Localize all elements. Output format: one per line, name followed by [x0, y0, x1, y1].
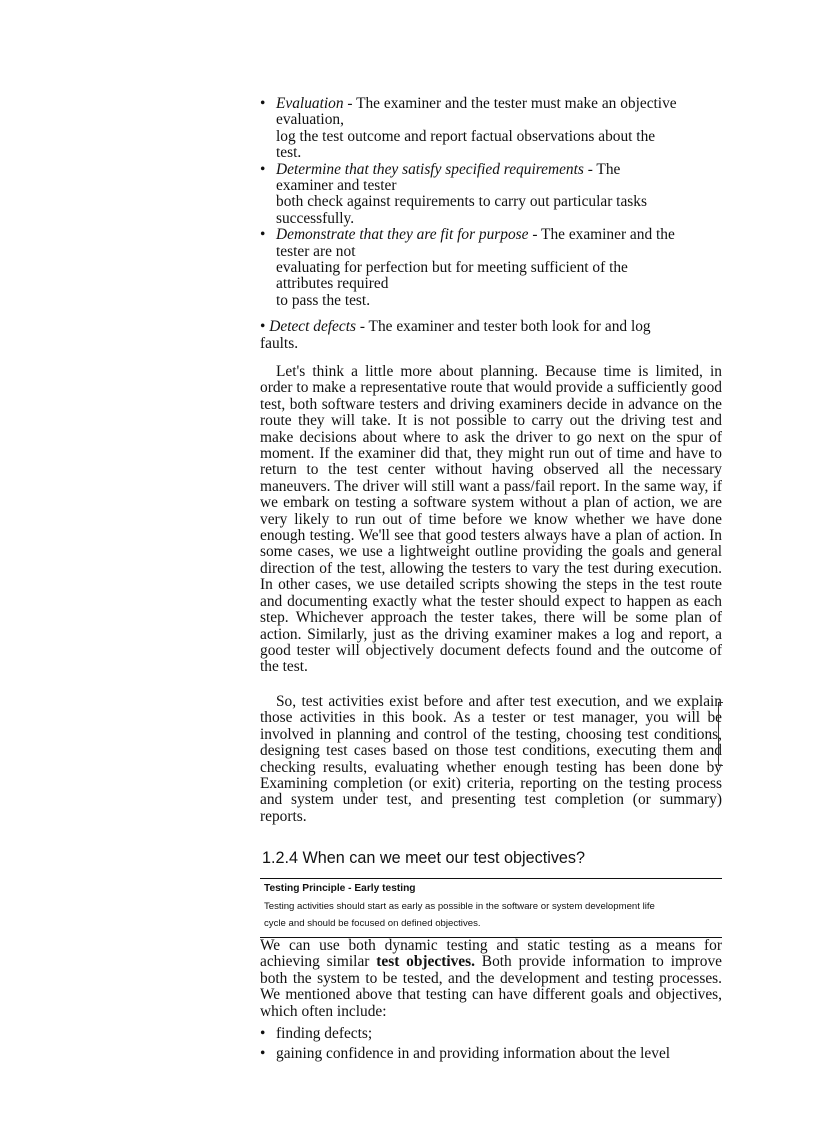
planning-paragraph: Let's think a little more about planning. Because time is limited, in order to make a representative route that would provide a sufficiently good test, both software testers and driving examiners decide in advance on the route they will take. It is not possible to carry out the driving test and make decisions about where to ask the driver to go next on the spur of moment. If the examiner did that, they might run out of time and have to return to the test center without having observed all the necessary maneuvers. The driver will still want a pass/fail report. In the same way, if we embark on testing a software system without a plan of action, we are very likely to run out of time before we know whether we have done enough testing. We'll see that good testers always have a plan of action. In some cases, we use a lightweight outline providing the goals and general direction of the test, allowing the testers to vary the test during execution. In other cases, we use detailed scripts showing the steps in the test route and documenting exactly what the tester should expect to happen as each step. Whichever approach the tester takes, there will be some plan of action. Similarly, just as the driving examiner makes a log and report, a good tester will objectively document defects found and the outcome of the test. — [260, 363, 722, 676]
objective-bullet-list — [260, 96, 722, 309]
objectives-list — [260, 1024, 722, 1064]
bullet-dot: • — [260, 226, 266, 244]
principle-text: Testing activities should start as early as possible in the software or system development life cycle and should be focused on defined objectives. — [264, 901, 655, 929]
test-objectives-paragraph: We can use both dynamic testing and static testing as a means for achieving similar test objectives. Both provide information to improve both the system to be tested, and the development and testing processes. We mentioned above that testing can have different goals and objectives, which often include: — [260, 937, 722, 1020]
bullet-determine-requirements: • Determine that they satisfy specified requirements - The examiner and tester both check against requirements to carry out particular tasks successfully. — [260, 160, 647, 227]
section-heading: 1.2.4 When can we meet our test objectives? — [262, 849, 586, 867]
bullet-term: Detect defects — [269, 318, 356, 335]
bullet-evaluation: • Evaluation - The examiner and the tester must make an objective evaluation, log the test outcome and report factual observations about the test. — [260, 95, 677, 162]
bold-term: test objectives. — [376, 953, 475, 971]
bullet-dot: • — [260, 1045, 266, 1062]
bullet-dot: • — [260, 1025, 266, 1042]
bullet-dot: • — [260, 95, 266, 112]
margin-change-bar — [718, 702, 723, 766]
principle-title: Testing Principle - Early testing — [264, 883, 416, 894]
bullet-dot: • — [260, 318, 266, 335]
bullet-term: Determine that they satisfy specified requirements — [276, 160, 584, 178]
bullet-term: Demonstrate that they are fit for purpose — [276, 226, 529, 244]
bullet-dot: • — [260, 160, 266, 178]
list-item: • finding defects; — [260, 1025, 373, 1042]
testing-principle-box — [260, 878, 722, 938]
bullet-term: Evaluation — [276, 95, 344, 112]
test-activities-paragraph: So, test activities exist before and after test execution, and we explain those activities in this book. As a tester or test manager, you will be involved in planning and control of the testing, choosing test conditions, designing test cases based on those test conditions, executing them and checking results, evaluating whether enough testing has been done by Examining completion (or exit) criteria, reporting on the testing process and system under test, and presenting test completion (or summary) reports. — [260, 693, 722, 825]
bullet-detect-defects: • Detect defects - The examiner and tester both look for and log faults. — [260, 318, 651, 352]
bullet-fit-for-purpose: • Demonstrate that they are fit for purpose - The examiner and the tester are not evaluating for perfection but for meeting sufficient of the attributes required to pass the test. — [260, 226, 675, 309]
list-item: • gaining confidence in and providing information about the level — [260, 1045, 671, 1062]
